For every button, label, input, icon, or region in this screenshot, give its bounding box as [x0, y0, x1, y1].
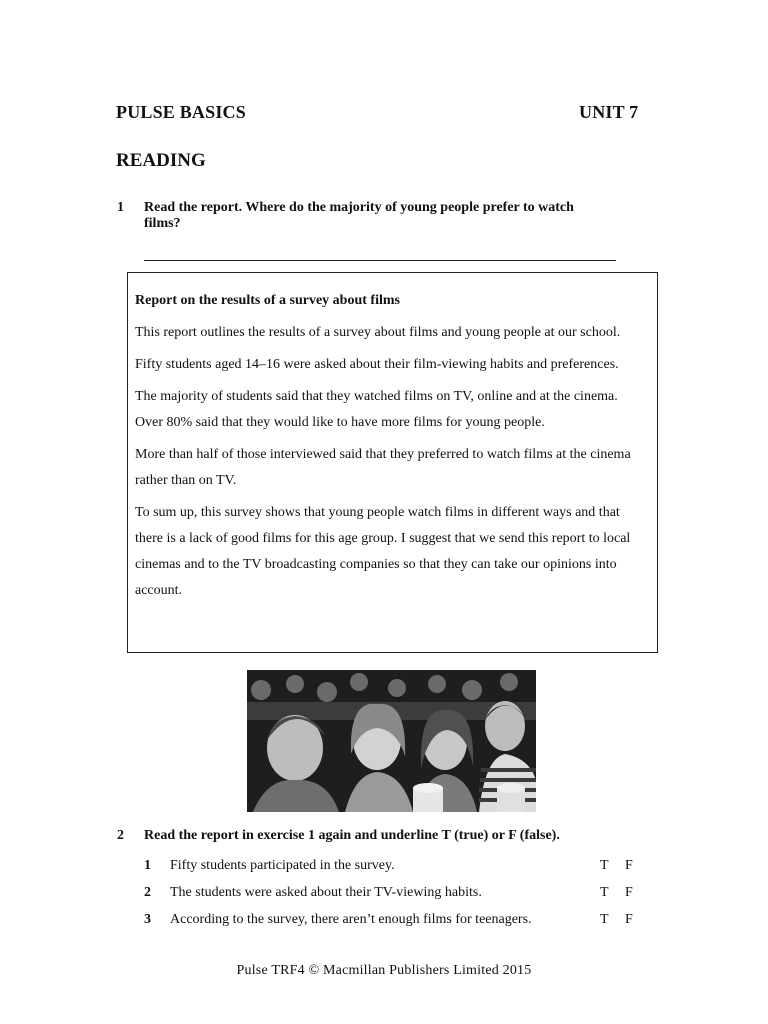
footer-copyright: Pulse TRF4 © Macmillan Publishers Limited 2015 [236, 963, 532, 978]
answer-line[interactable] [144, 260, 616, 261]
exercise-2-instruction: Read the report in exercise 1 again and underline T (true) or F (false). [144, 828, 560, 843]
true-option[interactable]: T [600, 858, 609, 873]
true-option[interactable]: T [600, 912, 609, 927]
unit-label: UNIT 7 [579, 102, 639, 122]
tf-item-text: The students were asked about their TV-viewing habits. [170, 885, 482, 900]
exercise-1-instruction-line-2: films? [144, 216, 181, 231]
exercise-1-instruction [144, 200, 644, 232]
false-option[interactable]: F [625, 912, 633, 927]
header-title: PULSE BASICS [116, 102, 246, 122]
exercise-2-number: 2 [117, 828, 124, 843]
tf-item-number: 2 [144, 885, 151, 900]
report-paragraph: This report outlines the results of a survey about films and young people at our school. [135, 325, 621, 340]
cinema-audience-photo [247, 670, 536, 812]
exercise-1-number: 1 [117, 200, 124, 215]
true-option[interactable]: T [600, 885, 609, 900]
false-option[interactable]: F [625, 858, 633, 873]
report-paragraph: More than half of those interviewed said that they preferred to watch films at the cinema rather than on TV. [135, 447, 631, 488]
report-paragraph: To sum up, this survey shows that young people watch films in different ways and that there is a lack of good films for this age group. I suggest that we send this report to local cinemas and to the TV broadcasting companies so that they can take our opinions into account. [135, 505, 631, 598]
exercise-1-instruction-line-1: Read the report. Where do the majority of young people prefer to watch [144, 200, 574, 215]
tf-item-number: 3 [144, 912, 151, 927]
tf-item-text: According to the survey, there aren’t enough films for teenagers. [170, 912, 532, 927]
cinema-audience-illustration [247, 670, 536, 812]
section-title: READING [116, 150, 206, 171]
false-option[interactable]: F [625, 885, 633, 900]
report-box [127, 272, 658, 653]
tf-item-text: Fifty students participated in the survey. [170, 858, 395, 873]
tf-item-number: 1 [144, 858, 151, 873]
report-paragraph: Fifty students aged 14–16 were asked about their film-viewing habits and preferences. [135, 357, 619, 372]
report-title: Report on the results of a survey about films [135, 293, 400, 308]
report-paragraph: The majority of students said that they watched films on TV, online and at the cinema. Over 80% said that they would like to have more films for young people. [135, 389, 618, 430]
